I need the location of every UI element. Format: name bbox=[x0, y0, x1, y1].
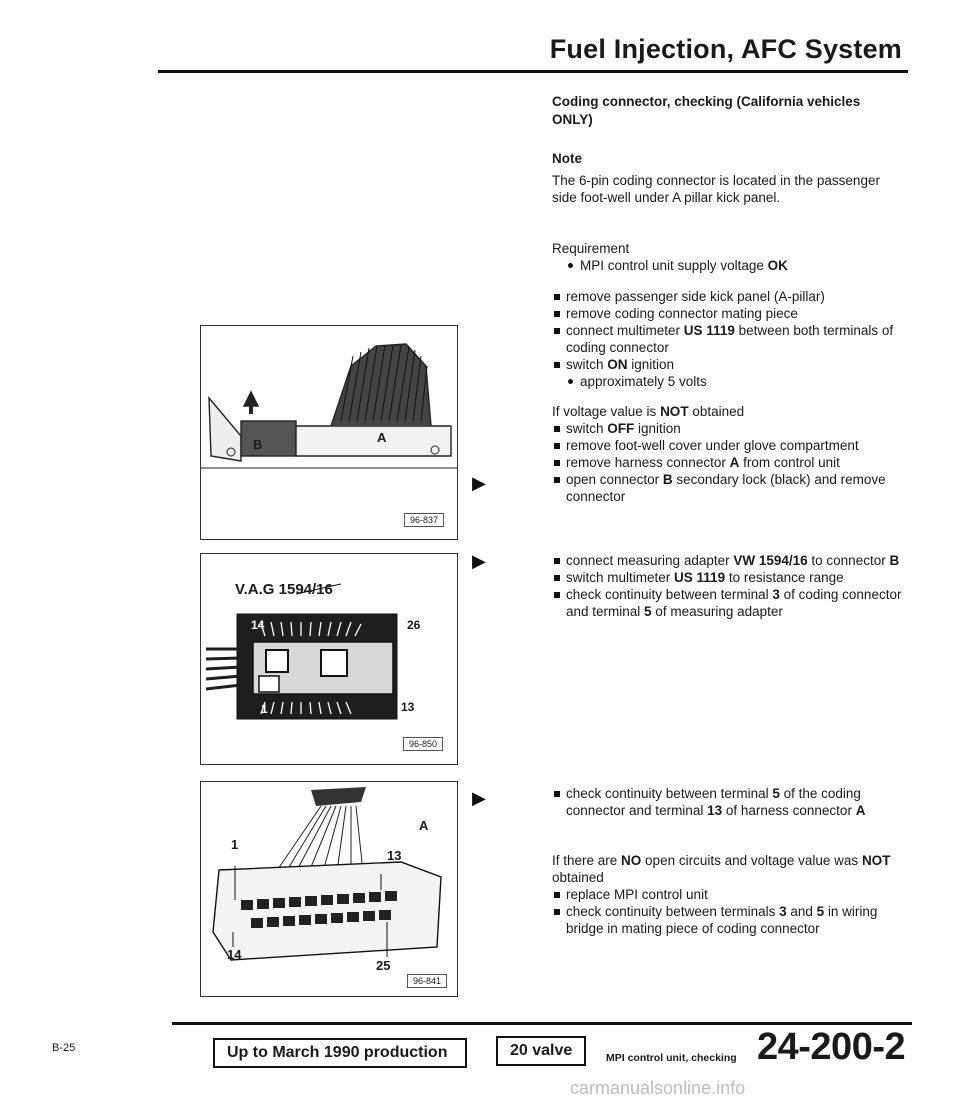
figure2-pin-26: 26 bbox=[407, 618, 421, 632]
note-text: The 6-pin coding connector is located in the passenger side foot-well under A pillar kick panel. bbox=[552, 173, 880, 205]
step-check-continuity-3-5: check continuity between terminal 3 of coding connector and terminal 5 of measuring adapter bbox=[552, 586, 902, 620]
steps-block-3 bbox=[552, 552, 902, 620]
figure3-pin-14: 14 bbox=[227, 947, 242, 962]
figure3-pin-13: 13 bbox=[387, 848, 402, 863]
requirement-label: Requirement bbox=[552, 241, 630, 256]
pointer-arrow-1: ▶ bbox=[472, 473, 486, 493]
step-switch-on: switch ON ignition bbox=[552, 356, 902, 373]
steps-block-4 bbox=[552, 785, 902, 819]
figure-connector-location bbox=[200, 325, 458, 540]
step-remove-footwell-cover: remove foot-well cover under glove compartment bbox=[552, 437, 902, 454]
section-title: Coding connector, checking (California vehicles ONLY) bbox=[552, 94, 861, 127]
steps-block-2 bbox=[552, 403, 902, 505]
steps-block-5 bbox=[552, 852, 902, 937]
footer-page-ref: B-25 bbox=[52, 1042, 76, 1054]
figure3-id: 96-841 bbox=[407, 974, 447, 988]
condition-voltage: If voltage value is NOT obtained bbox=[552, 404, 745, 419]
figure3-label-a: A bbox=[419, 818, 429, 833]
step-check-continuity-5-13: check continuity between terminal 5 of the coding connector and terminal 13 of harness connector A bbox=[552, 785, 902, 819]
figure1-label-a: A bbox=[377, 430, 387, 445]
step-connect-adapter: connect measuring adapter VW 1594/16 to connector B bbox=[552, 552, 902, 569]
step-connect-multimeter: connect multimeter US 1119 between both terminals of coding connector bbox=[552, 322, 902, 356]
pointer-arrow-2: ▶ bbox=[472, 551, 486, 571]
approx-voltage: approximately 5 volts bbox=[566, 373, 902, 390]
step-remove-harness-connector: remove harness connector A from control unit bbox=[552, 454, 902, 471]
figure3-pin-1: 1 bbox=[231, 837, 239, 852]
figure1-label-b: B bbox=[253, 437, 263, 452]
pointer-arrow-3: ▶ bbox=[472, 788, 486, 808]
page-title: Fuel Injection, AFC System bbox=[549, 34, 902, 64]
requirement-item: MPI control unit supply voltage OK bbox=[566, 257, 902, 274]
steps-block-1 bbox=[552, 288, 902, 390]
figure2-pin-1: 1 bbox=[261, 702, 268, 716]
step-remove-mating-piece: remove coding connector mating piece bbox=[552, 305, 902, 322]
step-check-wiring-bridge: check continuity between terminals 3 and 5 in wiring bridge in mating piece of coding connector bbox=[552, 903, 902, 937]
note-label: Note bbox=[552, 151, 582, 166]
harness-connector-illustration bbox=[201, 782, 457, 996]
figure2-tool-label: V.A.G 1594/16 bbox=[235, 581, 333, 598]
figure-harness-connector bbox=[200, 781, 458, 997]
step-remove-kick-panel: remove passenger side kick panel (A-pillar) bbox=[552, 288, 902, 305]
production-label-box: Up to March 1990 production bbox=[213, 1038, 467, 1068]
condition-open-circuits: If there are NO open circuits and voltage value was NOT obtained bbox=[552, 853, 891, 885]
footer-subtitle: MPI control unit, checking bbox=[606, 1052, 737, 1064]
page-number: 24-200-2 bbox=[757, 1026, 906, 1068]
figure3-pin-25: 25 bbox=[376, 958, 391, 973]
figure2-id: 96-850 bbox=[403, 737, 443, 751]
step-switch-off: switch OFF ignition bbox=[552, 420, 902, 437]
watermark: carmanualsonline.info bbox=[570, 1078, 746, 1098]
figure1-id: 96-837 bbox=[404, 513, 444, 527]
step-open-connector-b: open connector B secondary lock (black) and remove connector bbox=[552, 471, 902, 505]
figure2-pin-13: 13 bbox=[401, 700, 415, 714]
step-multimeter-resistance: switch multimeter US 1119 to resistance range bbox=[552, 569, 902, 586]
valve-label-box: 20 valve bbox=[496, 1036, 586, 1066]
figure2-pin-14: 14 bbox=[251, 618, 265, 632]
connector-location-illustration bbox=[201, 326, 457, 539]
footer-rule bbox=[172, 1022, 912, 1025]
requirement-block bbox=[552, 240, 902, 274]
step-replace-control-unit: replace MPI control unit bbox=[552, 886, 902, 903]
header-rule bbox=[158, 70, 908, 73]
figure-measuring-adapter bbox=[200, 553, 458, 765]
